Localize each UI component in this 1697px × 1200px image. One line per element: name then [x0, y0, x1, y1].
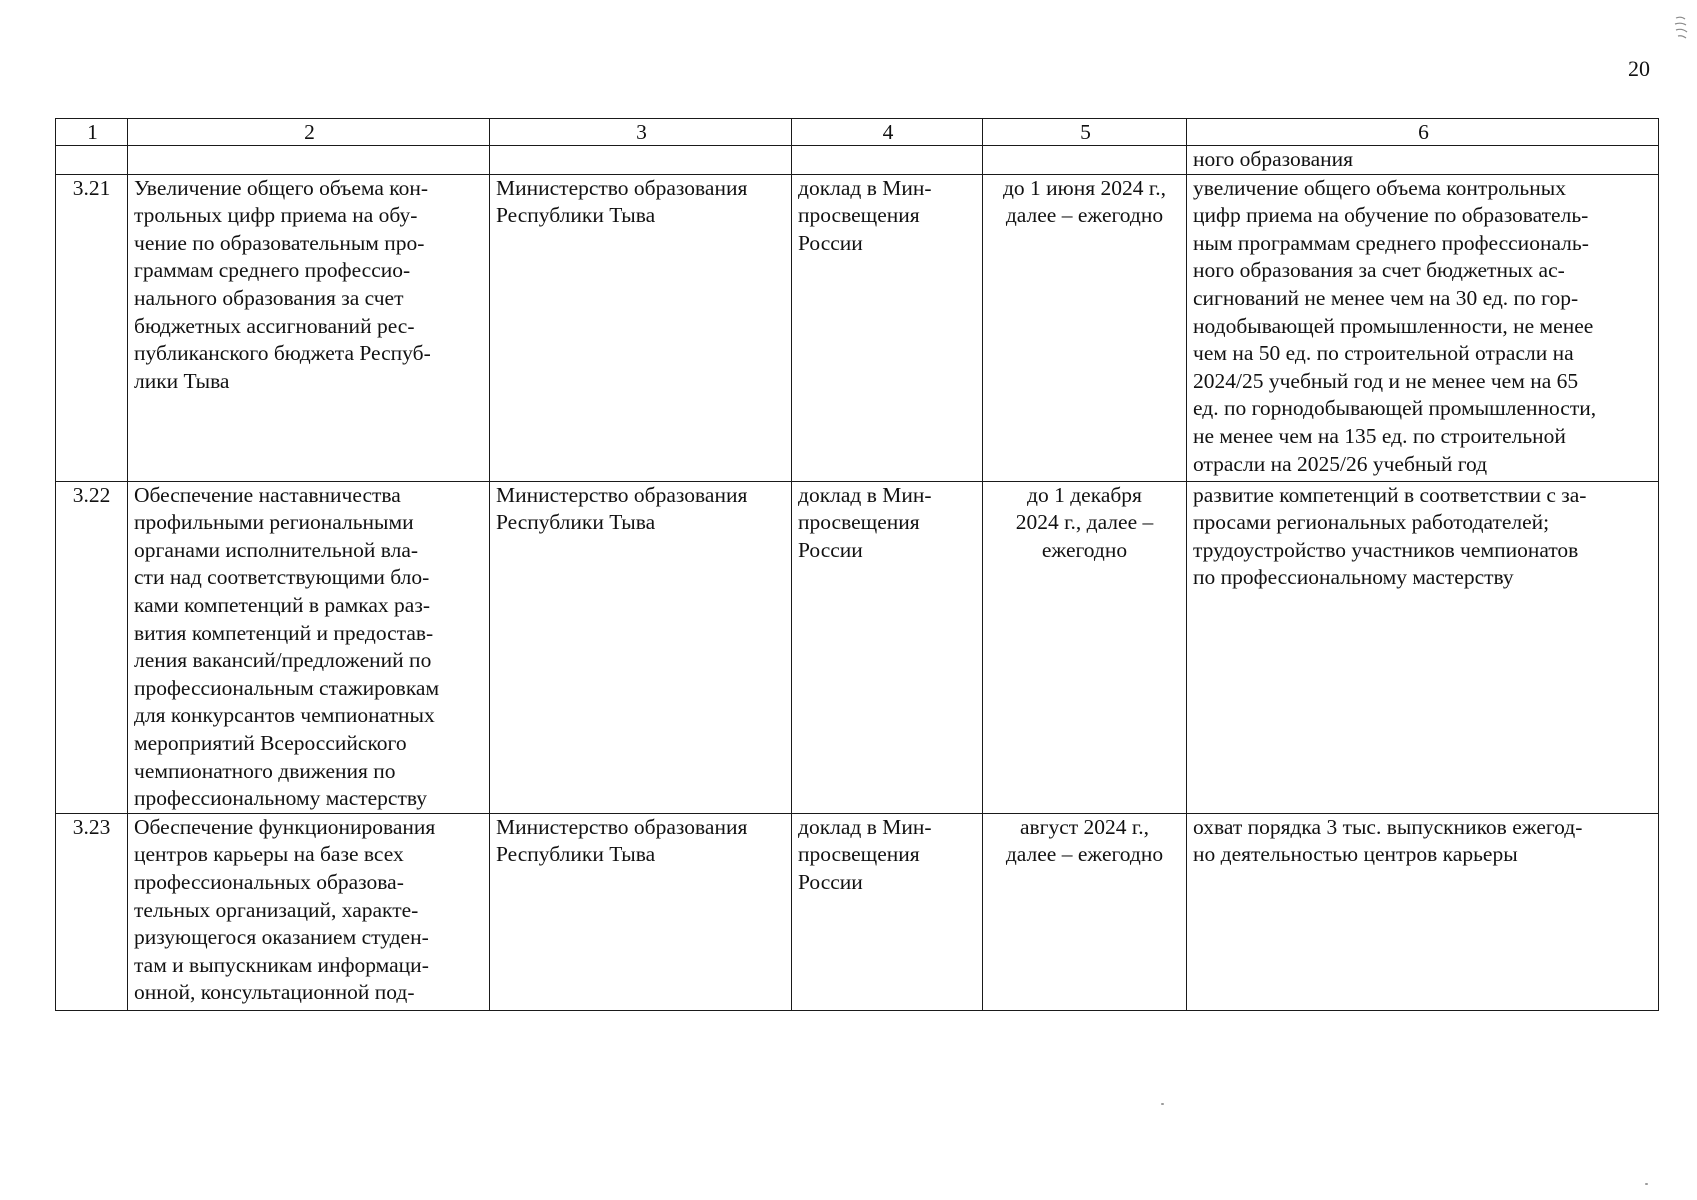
column-numbers-row: [56, 119, 1659, 146]
row-number: 3.21: [56, 174, 128, 481]
responsible-cell: Министерство образования Республики Тыва: [490, 813, 792, 1010]
scan-speck: [1645, 1183, 1648, 1185]
report-form-cell: доклад в Мин- просвещения России: [792, 481, 983, 813]
scan-corner-mark-icon: [1672, 14, 1690, 44]
continuation-text: ного образования: [1193, 147, 1354, 171]
task-cell: Обеспечение функционирования центров карьеры на базе всех профессиональных образова- тельных организаций, характе- ризующегося оказанием студен- там и выпускникам информаци- онной, консультационной под-: [128, 813, 490, 1010]
scan-speck: [1161, 1103, 1164, 1105]
table-row: [56, 813, 1659, 1010]
task-cell: Увеличение общего объема кон- трольных цифр приема на обу- чение по образовательным про- граммам среднего профессио- нального образования за счет бюджетных ассигнований рес- публиканского бюджета Респуб- лики Тыва: [128, 174, 490, 481]
col-number-3: 3: [490, 119, 792, 146]
task-cell: Обеспечение наставничества профильными региональными органами исполнительной вла- сти над соответствующими бло- ками компетенций в рамках раз- вития компетенций и предостав- ления вакансий/предложений по профессиональным стажировкам для конкурсантов чемпионатных мероприятий Всероссийского чемпионатного движения по профессиональному мастерству: [128, 481, 490, 813]
responsible-cell: Министерство образования Республики Тыва: [490, 481, 792, 813]
col-number-6: 6: [1187, 119, 1659, 146]
row-number: 3.23: [56, 813, 128, 1010]
col-number-5: 5: [983, 119, 1187, 146]
continuation-cell-5: [983, 146, 1187, 175]
row-number: 3.22: [56, 481, 128, 813]
table-row: [56, 174, 1659, 481]
continuation-cell-2: [128, 146, 490, 175]
result-cell: увеличение общего объема контрольных цифр приема на обучение по образователь- ным программам среднего профессиональ- ного образования за счет бюджетных ас- сигнований не менее чем на 30 ед. по гор- нодобывающей промышленности, не менее чем на 50 ед. по строительной отрасли на 2024/25 учебный год и не менее чем на 65 ед. по горнодобывающей промышленности, не менее чем на 135 ед. по строительной отрасли на 2025/26 учебный год: [1187, 174, 1659, 481]
continuation-cell-3: [490, 146, 792, 175]
deadline-cell: август 2024 г., далее – ежегодно: [983, 813, 1187, 1010]
result-cell: охват порядка 3 тыс. выпускников ежегод- но деятельностью центров карьеры: [1187, 813, 1659, 1010]
col-number-2: 2: [128, 119, 490, 146]
col-number-1: 1: [56, 119, 128, 146]
continuation-row: [56, 146, 1659, 175]
result-cell: развитие компетенций в соответствии с за- просами региональных работодателей; трудоустройство участников чемпионатов по профессиональному мастерству: [1187, 481, 1659, 813]
continuation-cell-4: [792, 146, 983, 175]
measures-table: [55, 118, 1659, 1011]
deadline-cell: до 1 декабря 2024 г., далее – ежегодно: [983, 481, 1187, 813]
report-form-cell: доклад в Мин- просвещения России: [792, 174, 983, 481]
report-form-cell: доклад в Мин- просвещения России: [792, 813, 983, 1010]
table-row: [56, 481, 1659, 813]
responsible-cell: Министерство образования Республики Тыва: [490, 174, 792, 481]
deadline-cell: до 1 июня 2024 г., далее – ежегодно: [983, 174, 1187, 481]
col-number-4: 4: [792, 119, 983, 146]
continuation-cell-1: [56, 146, 128, 175]
page-number: 20: [1628, 56, 1650, 81]
continuation-cell-6: [1187, 146, 1659, 175]
